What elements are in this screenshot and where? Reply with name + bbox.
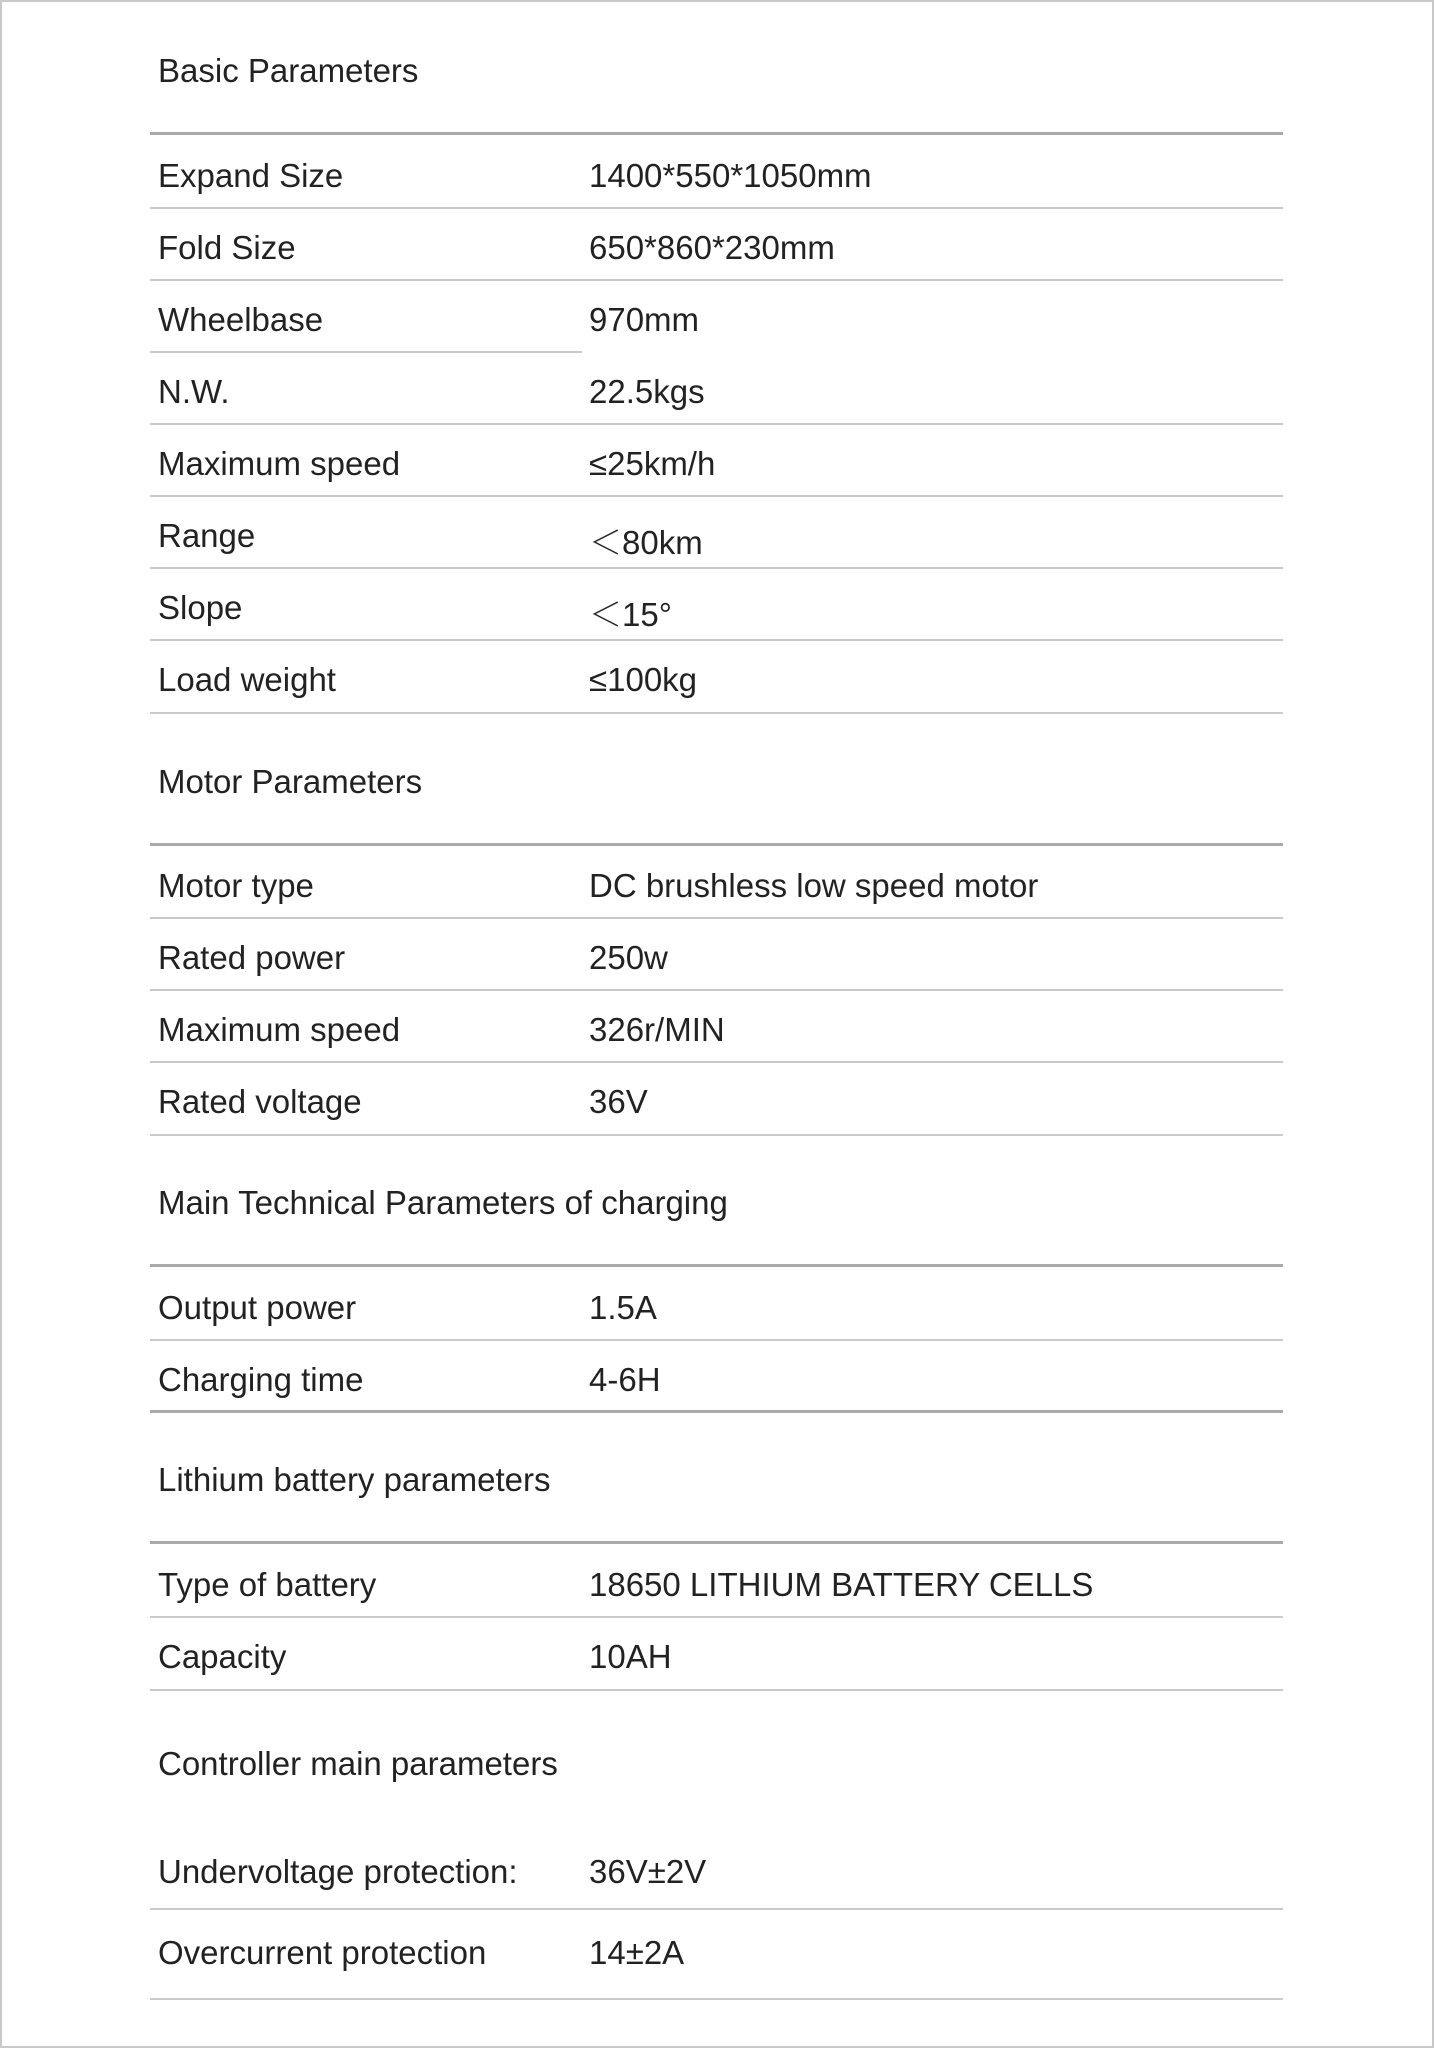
section-rule	[150, 1541, 1283, 1544]
section-rule	[150, 1264, 1283, 1267]
section-rule	[150, 843, 1283, 846]
spec-label: N.W.	[158, 373, 230, 410]
row-divider	[150, 1134, 1283, 1136]
row-divider	[150, 279, 1283, 281]
row-divider	[150, 1998, 1283, 2000]
spec-label: Overcurrent protection	[158, 1934, 487, 1971]
spec-value: 326r/MIN	[589, 1011, 725, 1048]
row-divider	[150, 1061, 1283, 1063]
spec-value: 4-6H	[589, 1361, 661, 1398]
row-divider	[150, 1908, 1283, 1910]
spec-label: Type of battery	[158, 1566, 377, 1603]
spec-value: 650*860*230mm	[589, 229, 835, 266]
spec-value: ＜15°	[589, 596, 672, 633]
spec-label: Slope	[158, 589, 243, 626]
spec-label: Rated voltage	[158, 1083, 362, 1120]
spec-label: Wheelbase	[158, 301, 324, 338]
spec-value: ＜80km	[589, 524, 703, 561]
section-title-basic: Basic Parameters	[158, 52, 419, 89]
row-divider	[150, 712, 1283, 714]
spec-value: 22.5kgs	[589, 373, 705, 410]
spec-value: 36V±2V	[589, 1853, 707, 1890]
section-title-charging: Main Technical Parameters of charging	[158, 1184, 728, 1221]
spec-value: 970mm	[589, 301, 700, 338]
section-title-controller: Controller main parameters	[158, 1745, 558, 1782]
row-divider	[150, 1339, 1283, 1341]
row-divider	[150, 1689, 1283, 1691]
row-divider	[150, 639, 1283, 641]
row-divider	[150, 495, 1283, 497]
spec-label: Range	[158, 517, 256, 554]
row-divider	[150, 567, 1283, 569]
spec-label: Maximum speed	[158, 1011, 401, 1048]
row-divider	[150, 989, 1283, 991]
spec-label: Motor type	[158, 867, 314, 904]
row-divider	[150, 207, 1283, 209]
row-divider	[150, 1616, 1283, 1618]
spec-label: Rated power	[158, 939, 346, 976]
spec-label: Maximum speed	[158, 445, 401, 482]
spec-value: 36V	[589, 1083, 648, 1120]
spec-value: DC brushless low speed motor	[589, 867, 1039, 904]
spec-value: ≤100kg	[589, 661, 698, 698]
row-divider	[150, 1410, 1283, 1413]
spec-label: Load weight	[158, 661, 336, 698]
section-rule	[150, 132, 1283, 135]
row-divider	[150, 351, 582, 353]
spec-label: Charging time	[158, 1361, 364, 1398]
spec-value: 14±2A	[589, 1934, 685, 1971]
spec-label: Capacity	[158, 1638, 287, 1675]
row-divider	[150, 423, 1283, 425]
spec-label: Undervoltage protection:	[158, 1853, 518, 1890]
section-title-motor: Motor Parameters	[158, 763, 423, 800]
section-title-battery: Lithium battery parameters	[158, 1461, 551, 1498]
spec-value: 18650 LITHIUM BATTERY CELLS	[589, 1566, 1094, 1603]
spec-label: Fold Size	[158, 229, 296, 266]
spec-value: 1400*550*1050mm	[589, 157, 872, 194]
spec-value: 1.5A	[589, 1289, 657, 1326]
row-divider	[150, 917, 1283, 919]
spec-label: Output power	[158, 1289, 357, 1326]
spec-value: 10AH	[589, 1638, 672, 1675]
spec-value: ≤25km/h	[589, 445, 716, 482]
spec-label: Expand Size	[158, 157, 344, 194]
spec-value: 250w	[589, 939, 668, 976]
